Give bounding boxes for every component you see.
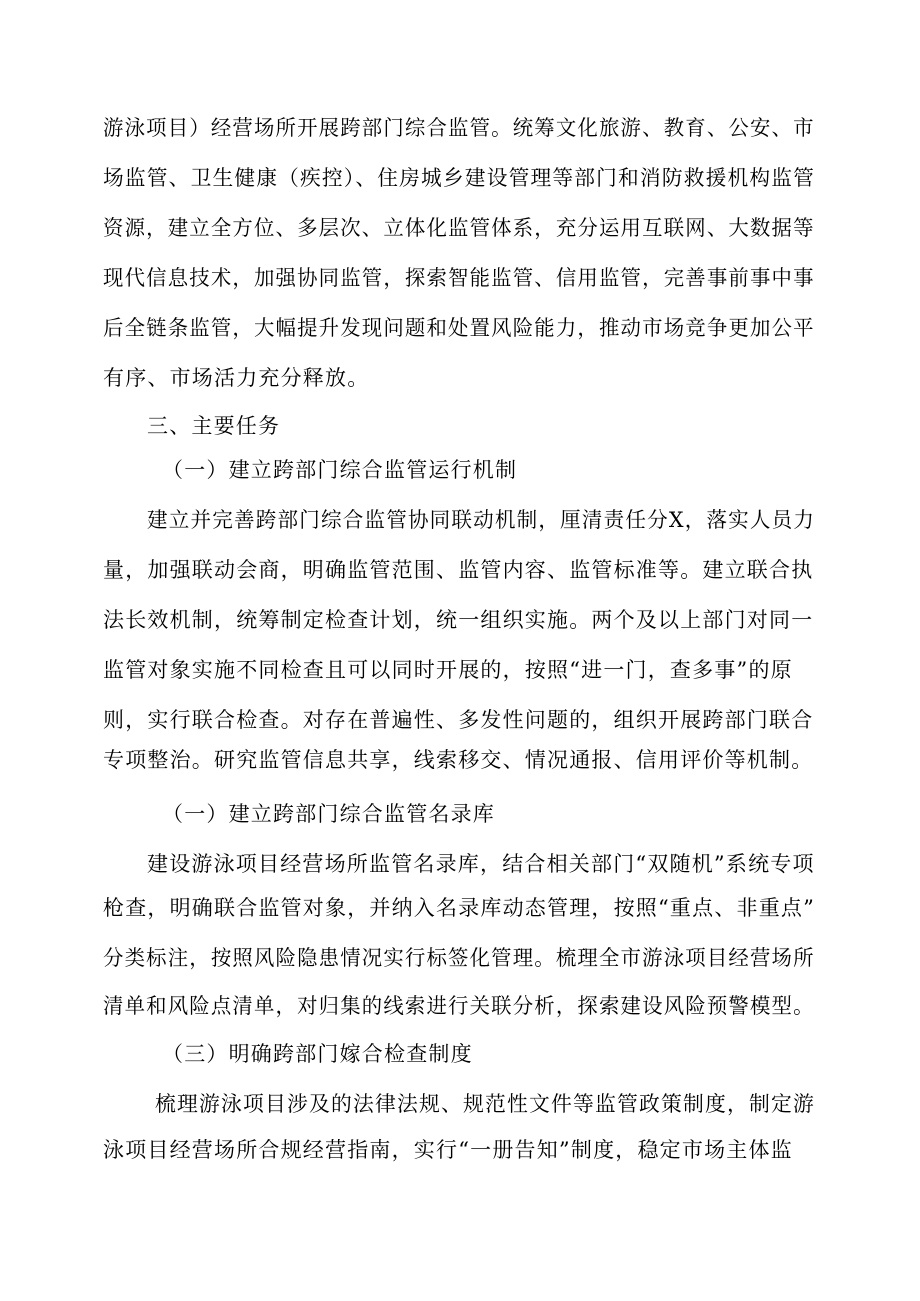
paragraph-line: 专项整治。研究监管信息共享，线索移交、情况通报、信用评价等机制。	[103, 748, 814, 772]
paragraph-line: 法长效机制，统筹制定检查计划，统一组织实施。两个及以上部门对同一	[103, 608, 814, 632]
paragraph-line: 则，实行联合检查。对存在普遍性、多发性问题的，组织开展跨部门联合	[103, 708, 814, 732]
paragraph-line: 现代信息技术，加强协同监管，探索智能监管、信用监管，完善事前事中事	[103, 266, 815, 290]
paragraph-line: 建设游泳项目经营场所监管名录库，结合相关部门“双随机”系统专项	[147, 852, 815, 876]
paragraph-line: 清单和风险点清单，对归集的线索进行关联分析，探索建设风险预警模型。	[103, 994, 815, 1018]
subsection-heading: （一）建立跨部门综合监管运行机制	[162, 458, 518, 482]
subsection-heading: （一）建立跨部门综合监管名录库	[162, 802, 495, 826]
paragraph-line: 后全链条监管，大幅提升发现问题和处置风险能力，推动市场竞争更加公平	[103, 316, 815, 340]
subsection-heading: （三）明确跨部门嫁合检查制度	[162, 1042, 473, 1066]
paragraph-line: 资源，建立全方位、多层次、立体化监管体系，充分运用互联网、大数据等	[103, 216, 815, 240]
paragraph-line: 梳理游泳项目涉及的法律法规、规范性文件等监管政策制度，制定游	[155, 1092, 816, 1116]
paragraph-line: 监管对象实施不同检查且可以同时开展的，按照“进一门，查多事”的原	[103, 658, 793, 682]
paragraph-line: 分类标注，按照风险隐患情况实行标签化管理。梳理全市游泳项目经营场所	[103, 946, 815, 970]
paragraph-line: 场监管、卫生健康（疾控）、住房城乡建设管理等部门和消防救援机构监管	[103, 166, 816, 190]
paragraph-line: 建立并完善跨部门综合监管协同联动机制，厘清责任分X，落实人员力	[147, 508, 816, 532]
paragraph-line: 游泳项目）经营场所开展跨部门综合监管。统筹文化旅游、教育、公安、市	[103, 116, 815, 140]
paragraph-line: 量，加强联动会商，明确监管范围、监管内容、监管标准等。建立联合执	[103, 558, 814, 582]
section-heading: 三、主要任务	[147, 414, 281, 438]
paragraph-line: 枪查，明确联合监管对象，并纳入名录库动态管理，按照“重点、非重点”	[103, 896, 816, 920]
paragraph-line: 有序、市场活力充分释放。	[103, 366, 370, 390]
paragraph-line: 泳项目经营场所合规经营指南，实行“一册告知”制度，稳定市场主体监	[103, 1138, 793, 1162]
